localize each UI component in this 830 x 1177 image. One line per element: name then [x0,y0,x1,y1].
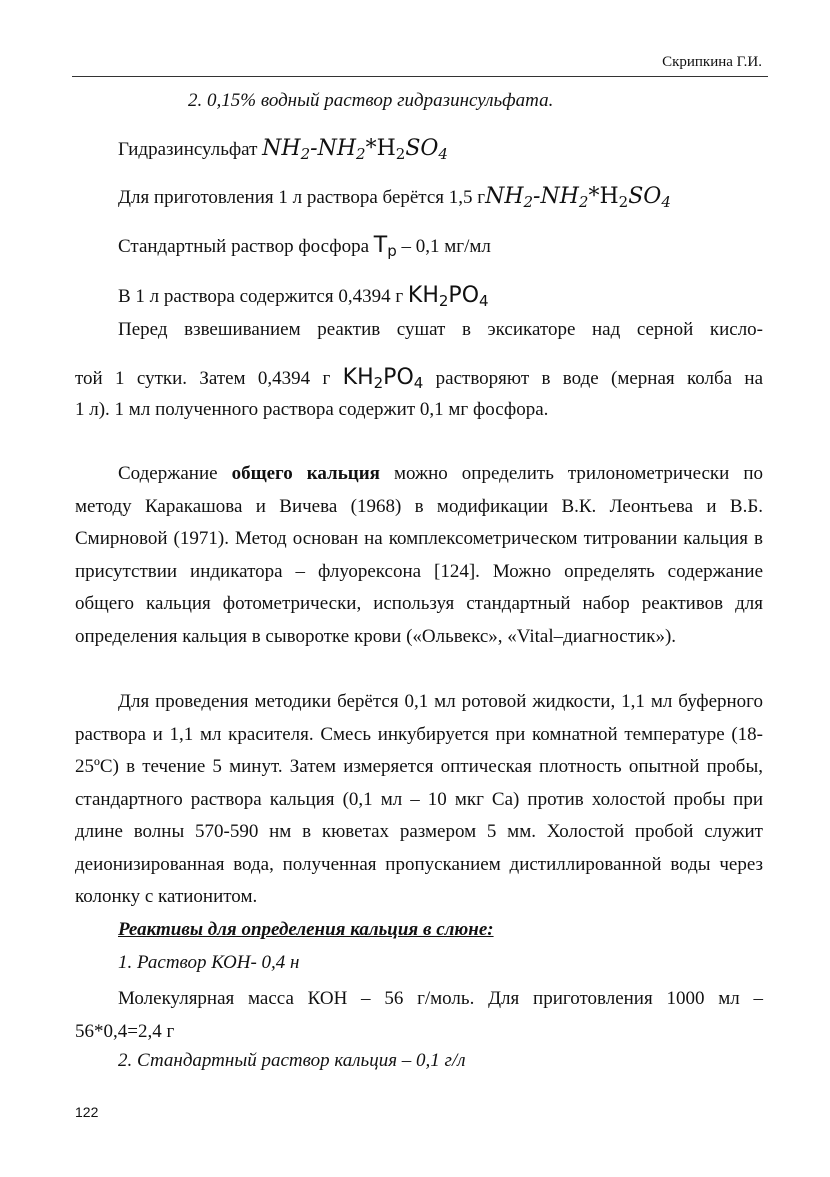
running-header [72,50,768,77]
drying-line-1: Перед взвешиванием реактив сушат в эксикаторе над серной кисло- [118,319,763,340]
hydrazine-formula: $NH_2-NH_2*H_2SO_4$ [262,136,448,163]
hydrazine-formula-2: $NH_2-NH_2*H_2SO_4$ [485,184,671,211]
kh2po4-formula-2: $KH_2PO_4$ [342,365,424,392]
phosphorus-standard-label: Стандартный раствор фосфора [118,236,374,257]
koh-item: 1. Раствор КОН- 0,4 н [118,952,300,973]
calcium-paragraph: Содержание общего кальция можно определить трилонометрически по методу Каракашова и Вичева (1968) в модификации В.К. Леонтьева и В.Б. Смирновой (1971). Метод основан на комплексометрическом титровании кальция в присутствии индикатора – флуорексона [124]. Можно определять содержание общего кальция фотометрически, используя стандартный набор реактивов для определения кальция в сыворотке крови («Ольвекс», «Vital–диагностик»). [75,463,764,647]
procedure-paragraph: Для проведения методики берётся 0,1 мл ротовой жидкости, 1,1 мл буферного раствора и 1,1 мл красителя. Смесь инкубируется при комнатной температуре (18-25ºС) в течение 5 минут. Затем измеряется оптическая плотность опытной пробы, стандартного раствора кальция (0,1 мл – 10 мкг Са) против холостой пробы при длине волны 570-590 нм в кюветах размером 5 мм. Холостой пробой служит деионизированная вода, полученная пропусканием дистиллированной воды через колонку с катионитом. [75,691,763,907]
calcium-term: общего кальция [231,463,380,484]
drying-line-3: 1 л). 1 мл полученного раствора содержит 0,1 мг фосфора. [75,399,549,420]
calcium-standard-item: 2. Стандартный раствор кальция – 0,1 г/л [118,1050,466,1071]
hydrazine-label: Гидразинсульфат [118,139,263,160]
titer-symbol: $T_p$ [373,233,397,260]
contains-line [118,282,489,311]
preparation-line [118,183,671,212]
drying-line-2 [75,364,763,393]
kh2po4-formula: $KH_2PO_4$ [407,283,489,310]
header-author: Скрипкина Г.И. [662,54,762,70]
contains-label: В 1 л раствора содержится 0,4394 г [118,286,408,307]
list-item-hydrazine-solution: 2. 0,15% водный раствор гидразинсульфата. [188,90,554,111]
preparation-label: Для приготовления 1 л раствора берётся 1,5 г [118,187,486,208]
page-number: 122 [75,1104,99,1120]
phosphorus-standard-line [118,232,491,261]
drying-text-b: растворяют в воде (мерная колба на [423,368,764,389]
phosphorus-standard-value: – 0,1 мг/мл [396,236,491,257]
koh-paragraph: Молекулярная масса КОН – 56 г/моль. Для приготовления 1000 мл – 56*0,4=2,4 г [75,988,763,1042]
hydrazine-formula-line [118,135,448,164]
reagents-heading: Реактивы для определения кальция в слюне: [118,919,494,940]
drying-text-a: той 1 сутки. Затем 0,4394 г [75,368,343,389]
